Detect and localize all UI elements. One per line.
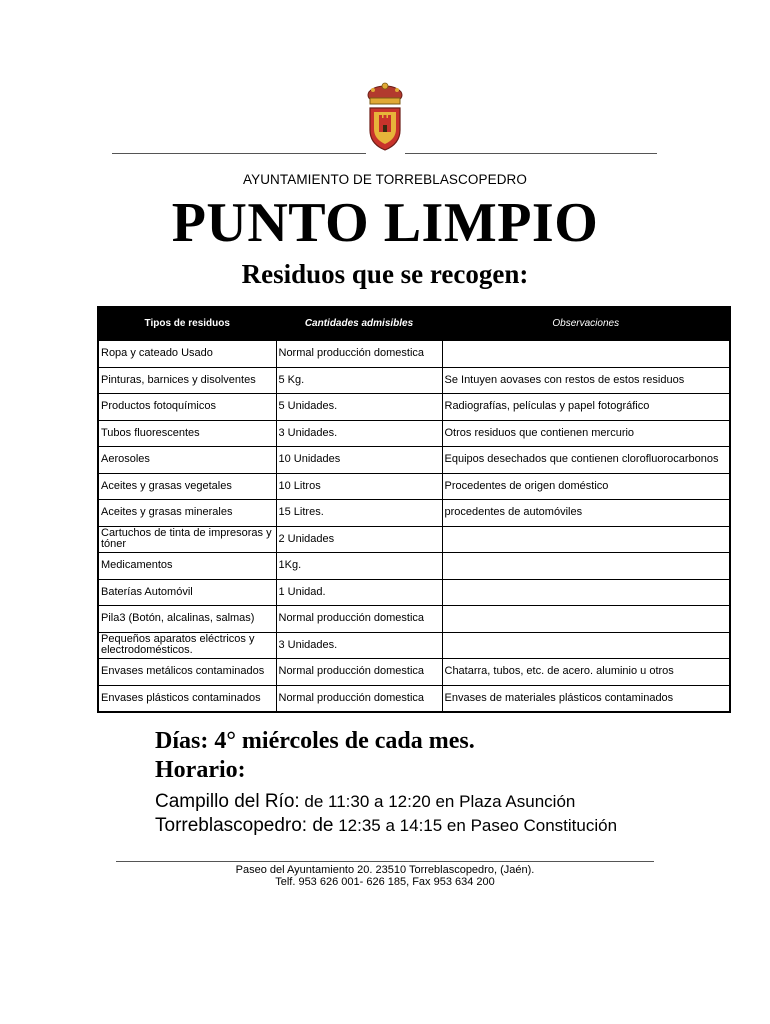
header-rule-left xyxy=(112,153,366,154)
schedule-place-torreblascopedro: Torreblascopedro: de xyxy=(155,815,334,836)
column-header-waste-type: Tipos de residuos xyxy=(98,307,276,341)
observations-cell: Chatarra, tubos, etc. de acero. aluminio u otros xyxy=(442,659,730,686)
quantity-cell: Normal producción domestica xyxy=(276,685,442,712)
schedule-time-campillo: de 11:30 a 12:20 en Plaza Asunción xyxy=(299,792,576,811)
table-row xyxy=(98,367,730,394)
quantity-cell: 10 Unidades xyxy=(276,447,442,474)
waste-type-cell: Baterías Automóvil xyxy=(98,579,276,606)
table-row xyxy=(98,553,730,580)
table-row xyxy=(98,420,730,447)
collection-days: Días: 4° miércoles de cada mes. xyxy=(155,728,475,754)
table-row xyxy=(98,526,730,553)
quantity-cell: 10 Litros xyxy=(276,473,442,500)
observations-cell xyxy=(442,606,730,633)
waste-table xyxy=(97,306,731,713)
table-row xyxy=(98,579,730,606)
table-row xyxy=(98,659,730,686)
observations-cell xyxy=(442,579,730,606)
waste-type-cell: Pinturas, barnices y disolventes xyxy=(98,367,276,394)
waste-type-cell: Pequeños aparatos eléctricos y electrodomésticos. xyxy=(98,632,276,659)
waste-type-cell: Aceites y grasas vegetales xyxy=(98,473,276,500)
page-title: PUNTO LIMPIO xyxy=(171,192,599,254)
observations-cell xyxy=(442,341,730,368)
quantity-cell: Normal producción domestica xyxy=(276,606,442,633)
quantity-cell: 1Kg. xyxy=(276,553,442,580)
table-row xyxy=(98,606,730,633)
quantity-cell: Normal producción domestica xyxy=(276,659,442,686)
quantity-cell: 5 Unidades. xyxy=(276,394,442,421)
table-row xyxy=(98,394,730,421)
waste-type-cell: Envases metálicos contaminados xyxy=(98,659,276,686)
schedule-heading: Horario: xyxy=(155,757,246,783)
observations-cell: Envases de materiales plásticos contaminados xyxy=(442,685,730,712)
quantity-cell: 3 Unidades. xyxy=(276,632,442,659)
footer-address: Paseo del Ayuntamiento 20. 23510 Torreblascopedro, (Jaén). xyxy=(235,864,535,876)
waste-type-cell: Ropa y cateado Usado xyxy=(98,341,276,368)
column-header-quantity: Cantidades admisibles xyxy=(276,307,442,341)
schedule-time-torreblascopedro: 12:35 a 14:15 en Paseo Constitución xyxy=(333,816,618,835)
schedule-line-campillo xyxy=(155,791,575,813)
organization-name: AYUNTAMIENTO DE TORREBLASCOPEDRO xyxy=(242,172,527,187)
table-row xyxy=(98,341,730,368)
schedule-place-campillo: Campillo del Río: xyxy=(155,791,300,812)
quantity-cell: 15 Litres. xyxy=(276,500,442,527)
quantity-cell: Normal producción domestica xyxy=(276,341,442,368)
waste-type-cell: Envases plásticos contaminados xyxy=(98,685,276,712)
waste-type-cell: Aceites y grasas minerales xyxy=(98,500,276,527)
waste-type-cell: Aerosoles xyxy=(98,447,276,474)
table-row xyxy=(98,500,730,527)
waste-type-cell: Tubos fluorescentes xyxy=(98,420,276,447)
waste-type-cell: Productos fotoquímicos xyxy=(98,394,276,421)
quantity-cell: 2 Unidades xyxy=(276,526,442,553)
observations-cell: Otros residuos que contienen mercurio xyxy=(442,420,730,447)
quantity-cell: 5 Kg. xyxy=(276,367,442,394)
footer-rule xyxy=(116,861,654,862)
column-header-observations: Observaciones xyxy=(442,307,730,341)
table-row xyxy=(98,473,730,500)
table-row xyxy=(98,632,730,659)
quantity-cell: 1 Unidad. xyxy=(276,579,442,606)
waste-type-cell: Cartuchos de tinta de impresoras y tóner xyxy=(98,526,276,553)
observations-cell: Se Intuyen aovases con restos de estos residuos xyxy=(442,367,730,394)
schedule-line-torreblascopedro xyxy=(155,815,617,837)
observations-cell: procedentes de automóviles xyxy=(442,500,730,527)
footer-phone: Telf. 953 626 001- 626 185, Fax 953 634 200 xyxy=(275,876,495,888)
observations-cell xyxy=(442,553,730,580)
observations-cell: Equipos desechados que contienen clorofluorocarbonos xyxy=(442,447,730,474)
coat-of-arms-icon xyxy=(364,82,406,154)
table-row xyxy=(98,447,730,474)
observations-cell xyxy=(442,632,730,659)
observations-cell: Procedentes de origen doméstico xyxy=(442,473,730,500)
observations-cell xyxy=(442,526,730,553)
quantity-cell: 3 Unidades. xyxy=(276,420,442,447)
waste-type-cell: Pila3 (Botón, alcalinas, salmas) xyxy=(98,606,276,633)
header-rule-right xyxy=(405,153,657,154)
page-subtitle: Residuos que se recogen: xyxy=(241,259,529,289)
table-header-row xyxy=(98,307,730,341)
observations-cell: Radiografías, películas y papel fotográfico xyxy=(442,394,730,421)
waste-type-cell: Medicamentos xyxy=(98,553,276,580)
table-row xyxy=(98,685,730,712)
